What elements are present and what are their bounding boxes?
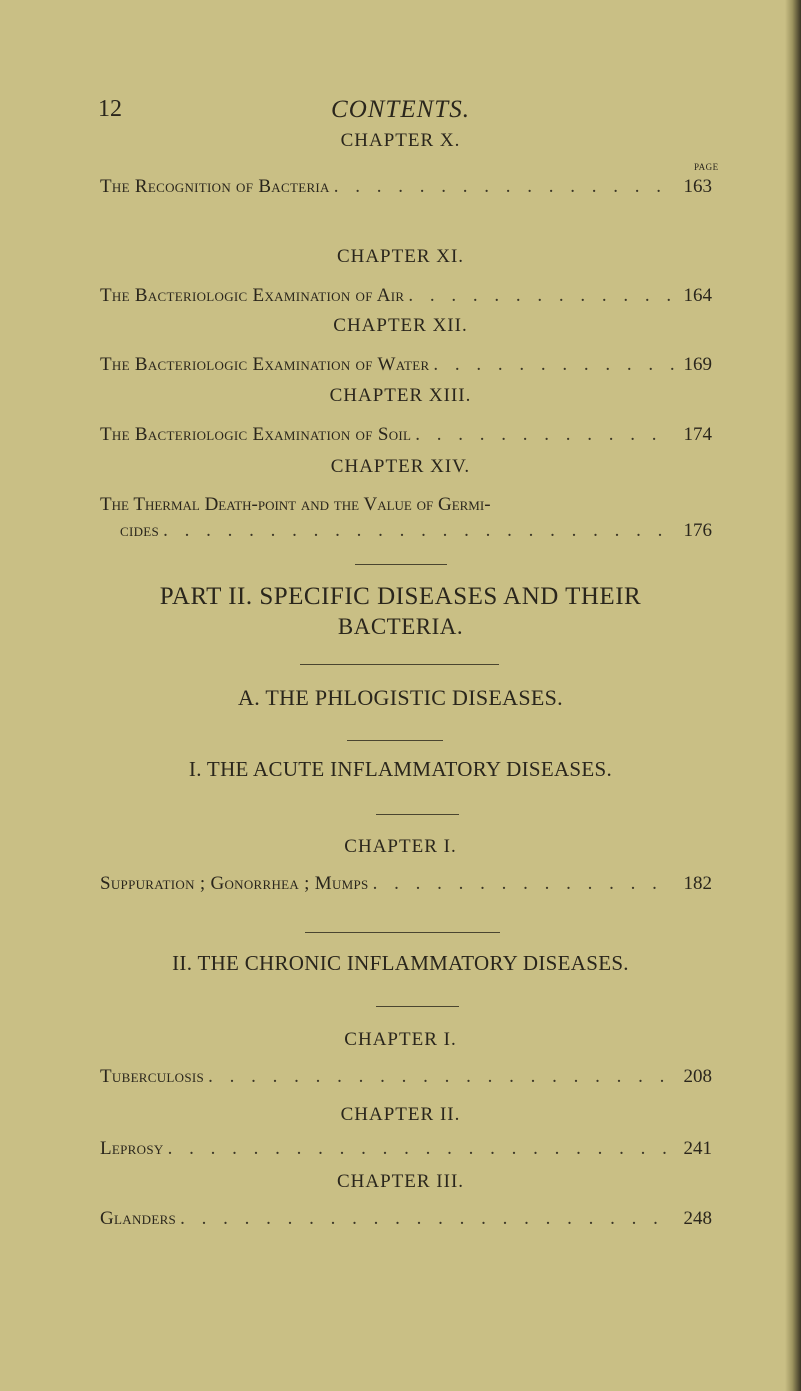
divider-rule bbox=[376, 814, 459, 815]
dot-leader bbox=[180, 1208, 674, 1230]
toc-entry bbox=[100, 1066, 712, 1088]
chapter-heading: CHAPTER X. bbox=[340, 130, 461, 151]
dot-leader bbox=[163, 520, 674, 542]
part-heading-cont: BACTERIA. bbox=[337, 614, 464, 639]
divider-rule bbox=[300, 664, 499, 665]
dot-leader bbox=[168, 1138, 674, 1160]
toc-entry-page: 164 bbox=[683, 285, 712, 306]
toc-entry-title: The Recognition of Bacteria bbox=[100, 176, 330, 197]
toc-entry bbox=[100, 1138, 712, 1160]
toc-entry-page: 174 bbox=[683, 424, 712, 445]
chapter-heading: CHAPTER I. bbox=[344, 1029, 457, 1050]
toc-entry-title: Leprosy bbox=[100, 1138, 164, 1159]
toc-entry bbox=[100, 285, 712, 307]
section-heading: A. THE PHLOGISTIC DISEASES. bbox=[238, 685, 563, 710]
toc-entry-title: Tuberculosis bbox=[100, 1066, 205, 1087]
chapter-heading: CHAPTER III. bbox=[336, 1171, 465, 1192]
divider-rule bbox=[305, 932, 500, 933]
toc-entry bbox=[100, 424, 712, 446]
running-title: CONTENTS. bbox=[331, 96, 470, 123]
divider-rule bbox=[376, 1006, 459, 1007]
toc-entry-title: The Bacteriologic Examination of Water bbox=[100, 354, 430, 375]
toc-entry bbox=[100, 520, 712, 542]
toc-entry-page: 163 bbox=[683, 176, 712, 197]
toc-entry-title: Suppuration ; Gonorrhea ; Mumps bbox=[100, 873, 369, 894]
dot-leader bbox=[433, 354, 674, 376]
chapter-heading: CHAPTER XIII. bbox=[329, 385, 472, 406]
toc-entry-page: 169 bbox=[683, 354, 712, 375]
toc-entry bbox=[100, 873, 712, 895]
section-heading: I. THE ACUTE INFLAMMATORY DISEASES. bbox=[188, 757, 613, 781]
page-edge-shadow bbox=[785, 0, 801, 1391]
dot-leader bbox=[334, 176, 674, 198]
dot-leader bbox=[208, 1066, 674, 1088]
toc-entry bbox=[100, 1208, 712, 1230]
toc-entry-page: 182 bbox=[683, 873, 712, 894]
dot-leader bbox=[415, 424, 674, 446]
page-number: 12 bbox=[98, 96, 122, 122]
toc-entry-page: 241 bbox=[683, 1138, 712, 1159]
divider-rule bbox=[347, 740, 443, 741]
toc-entry-page: 248 bbox=[683, 1208, 712, 1229]
toc-entry-line1 bbox=[100, 494, 712, 516]
divider-rule bbox=[355, 564, 447, 565]
toc-entry-page: 176 bbox=[683, 520, 712, 541]
toc-entry-title-cont: cides bbox=[120, 520, 160, 541]
toc-entry bbox=[100, 354, 712, 376]
chapter-heading: CHAPTER II. bbox=[340, 1104, 461, 1125]
section-heading: II. THE CHRONIC INFLAMMATORY DISEASES. bbox=[172, 951, 629, 975]
toc-entry-page: 208 bbox=[683, 1066, 712, 1087]
chapter-heading: CHAPTER I. bbox=[344, 836, 457, 857]
chapter-heading: CHAPTER XII. bbox=[333, 315, 468, 336]
part-heading: PART II. SPECIFIC DISEASES AND THEIR bbox=[159, 583, 642, 610]
toc-entry bbox=[100, 176, 712, 198]
toc-entry-title: The Bacteriologic Examination of Soil bbox=[100, 424, 412, 445]
toc-entry-title: The Thermal Death-point and the Value of Germi- bbox=[100, 494, 491, 515]
chapter-heading: CHAPTER XIV. bbox=[330, 456, 471, 477]
toc-entry-title: Glanders bbox=[100, 1208, 177, 1229]
dot-leader bbox=[408, 285, 674, 307]
chapter-heading: CHAPTER XI. bbox=[336, 246, 465, 267]
page-column-label: PAGE bbox=[694, 162, 719, 172]
dot-leader bbox=[373, 873, 674, 895]
toc-entry-title: The Bacteriologic Examination of Air bbox=[100, 285, 405, 306]
